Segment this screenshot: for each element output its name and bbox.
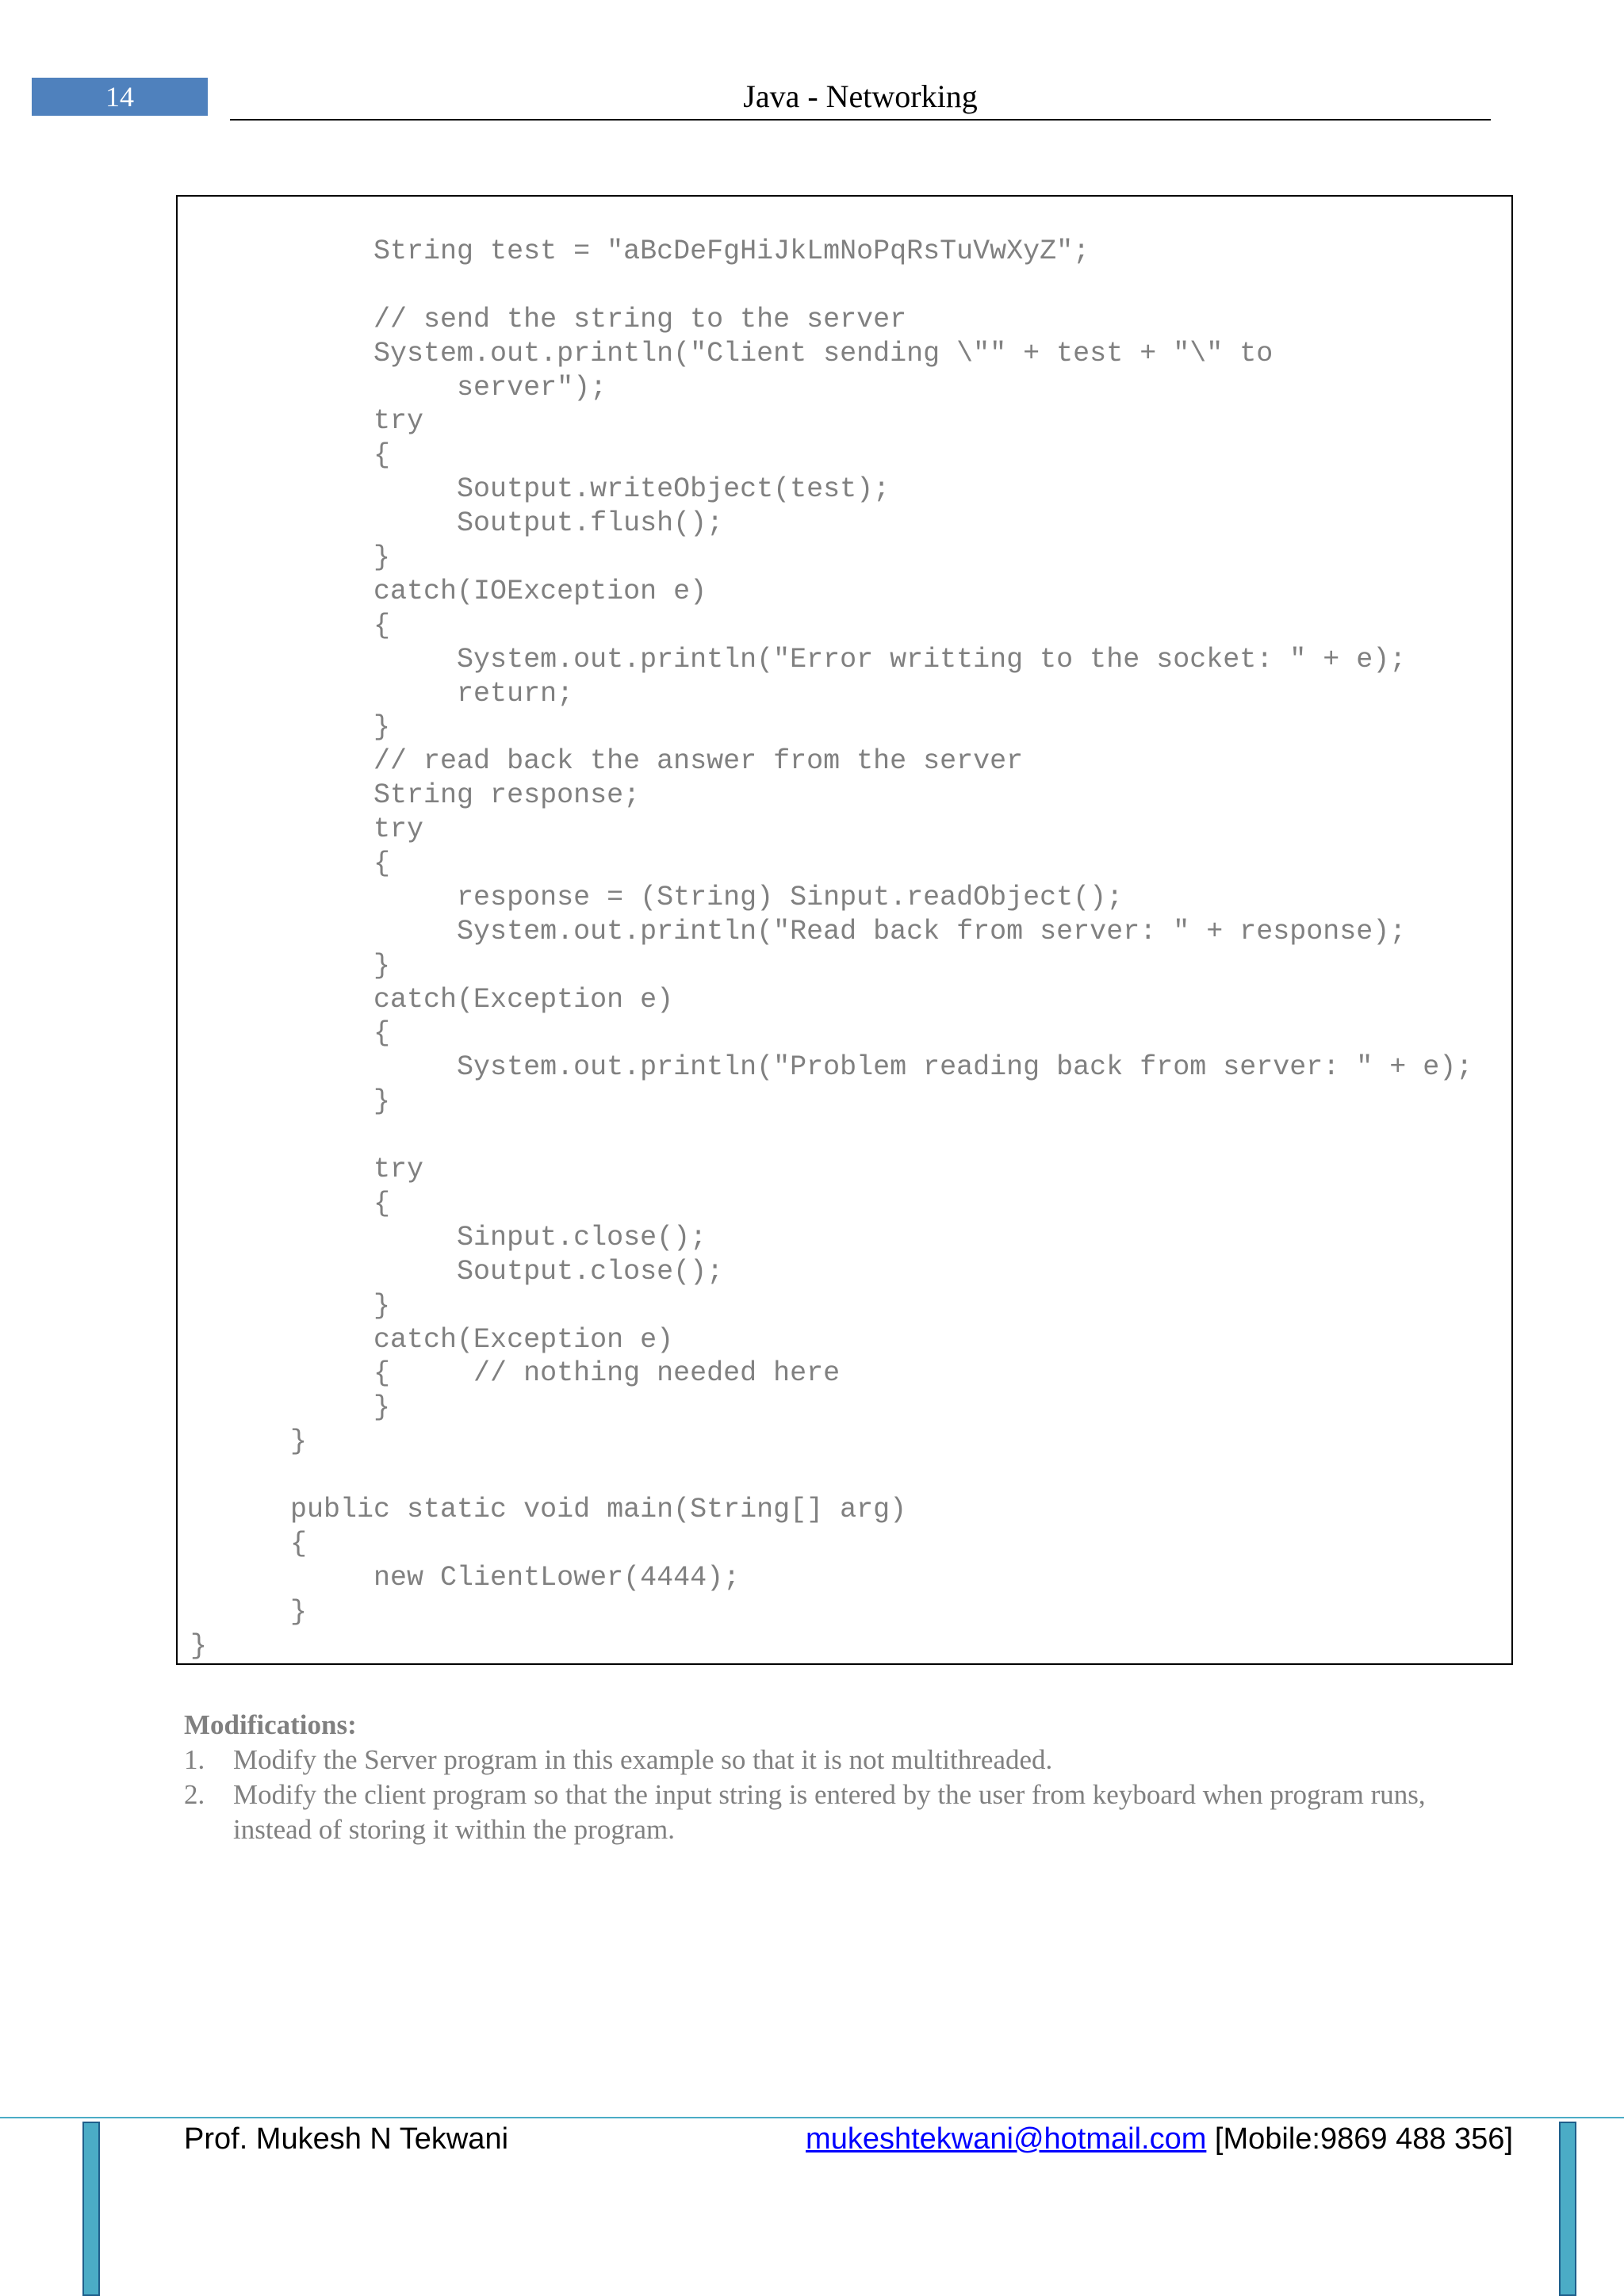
- code-line: {: [190, 439, 391, 472]
- code-line: // read back the answer from the server: [190, 745, 1024, 778]
- modifications-heading: Modifications:: [184, 1709, 357, 1740]
- footer-author: Prof. Mukesh N Tekwani: [184, 2122, 509, 2156]
- code-line: }: [190, 1595, 308, 1628]
- code-line: System.out.println("Client sending \"" + test + "\" to: [190, 337, 1274, 369]
- code-line: Soutput.close();: [190, 1255, 724, 1288]
- code-line: catch(Exception e): [190, 1323, 674, 1356]
- code-line: response = (String) Sinput.readObject();: [190, 881, 1124, 913]
- footer-right-accent-bar: [1559, 2122, 1576, 2296]
- page-number-badge: [32, 78, 208, 116]
- code-listing: [190, 235, 1473, 1663]
- code-line: server");: [190, 371, 607, 404]
- code-line: // send the string to the server: [190, 303, 907, 335]
- code-line: try: [190, 405, 424, 438]
- modification-item: [184, 1743, 1500, 1777]
- code-line: catch(Exception e): [190, 983, 674, 1016]
- code-line: public static void main(String[] arg): [190, 1493, 907, 1525]
- code-line: {: [190, 848, 391, 880]
- modification-number: 2.: [184, 1779, 205, 1810]
- code-line: }: [190, 1425, 308, 1458]
- code-line: String test = "aBcDeFgHiJkLmNoPqRsTuVwXyZ";: [190, 235, 1090, 267]
- page-number: 14: [105, 81, 134, 113]
- code-line: }: [190, 1085, 391, 1118]
- footer-left-accent-bar: [82, 2122, 100, 2296]
- footer-mobile: [Mobile:9869 488 356]: [1206, 2122, 1513, 2156]
- modification-number: 1.: [184, 1744, 205, 1775]
- code-line: new ClientLower(4444);: [190, 1561, 741, 1594]
- code-line: [190, 269, 1473, 303]
- code-line: }: [190, 541, 391, 574]
- footer-email-link[interactable]: mukeshtekwani@hotmail.com: [806, 2122, 1207, 2156]
- footer-contact: [806, 2118, 1513, 2160]
- modifications-section: [184, 1708, 1500, 1847]
- code-line: }: [190, 1289, 391, 1322]
- code-line: {: [190, 1527, 308, 1559]
- page-header-title: Java - Networking: [743, 78, 978, 114]
- code-listing-box: [176, 195, 1513, 1665]
- code-line: try: [190, 813, 424, 846]
- code-line: try: [190, 1154, 424, 1186]
- code-line: [190, 1459, 1473, 1493]
- code-line: }: [190, 711, 391, 744]
- header-divider: [230, 119, 1491, 121]
- code-line: System.out.println("Read back from server: " + response);: [190, 915, 1407, 947]
- code-line: catch(IOException e): [190, 575, 707, 607]
- modification-text: Modify the client program so that the input string is entered by the user from keyboard when program runs, instead of storing it within the program.: [233, 1779, 1426, 1845]
- modification-item: [184, 1777, 1500, 1847]
- code-line: [190, 1119, 1473, 1153]
- code-line: { // nothing needed here: [190, 1357, 841, 1390]
- modification-text: Modify the Server program in this example so that it is not multithreaded.: [233, 1744, 1053, 1775]
- code-line: {: [190, 1017, 391, 1050]
- code-line: String response;: [190, 779, 641, 812]
- code-line: }: [190, 1629, 208, 1662]
- code-line: System.out.println("Problem reading back from server: " + e);: [190, 1051, 1473, 1084]
- code-line: Soutput.writeObject(test);: [190, 473, 891, 506]
- code-line: }: [190, 949, 391, 982]
- code-line: return;: [190, 677, 574, 710]
- code-line: System.out.println("Error writting to the socket: " + e);: [190, 643, 1407, 675]
- code-line: Soutput.flush();: [190, 507, 724, 540]
- code-line: }: [190, 1391, 391, 1424]
- code-line: {: [190, 1187, 391, 1219]
- code-line: {: [190, 609, 391, 641]
- code-line: Sinput.close();: [190, 1221, 707, 1253]
